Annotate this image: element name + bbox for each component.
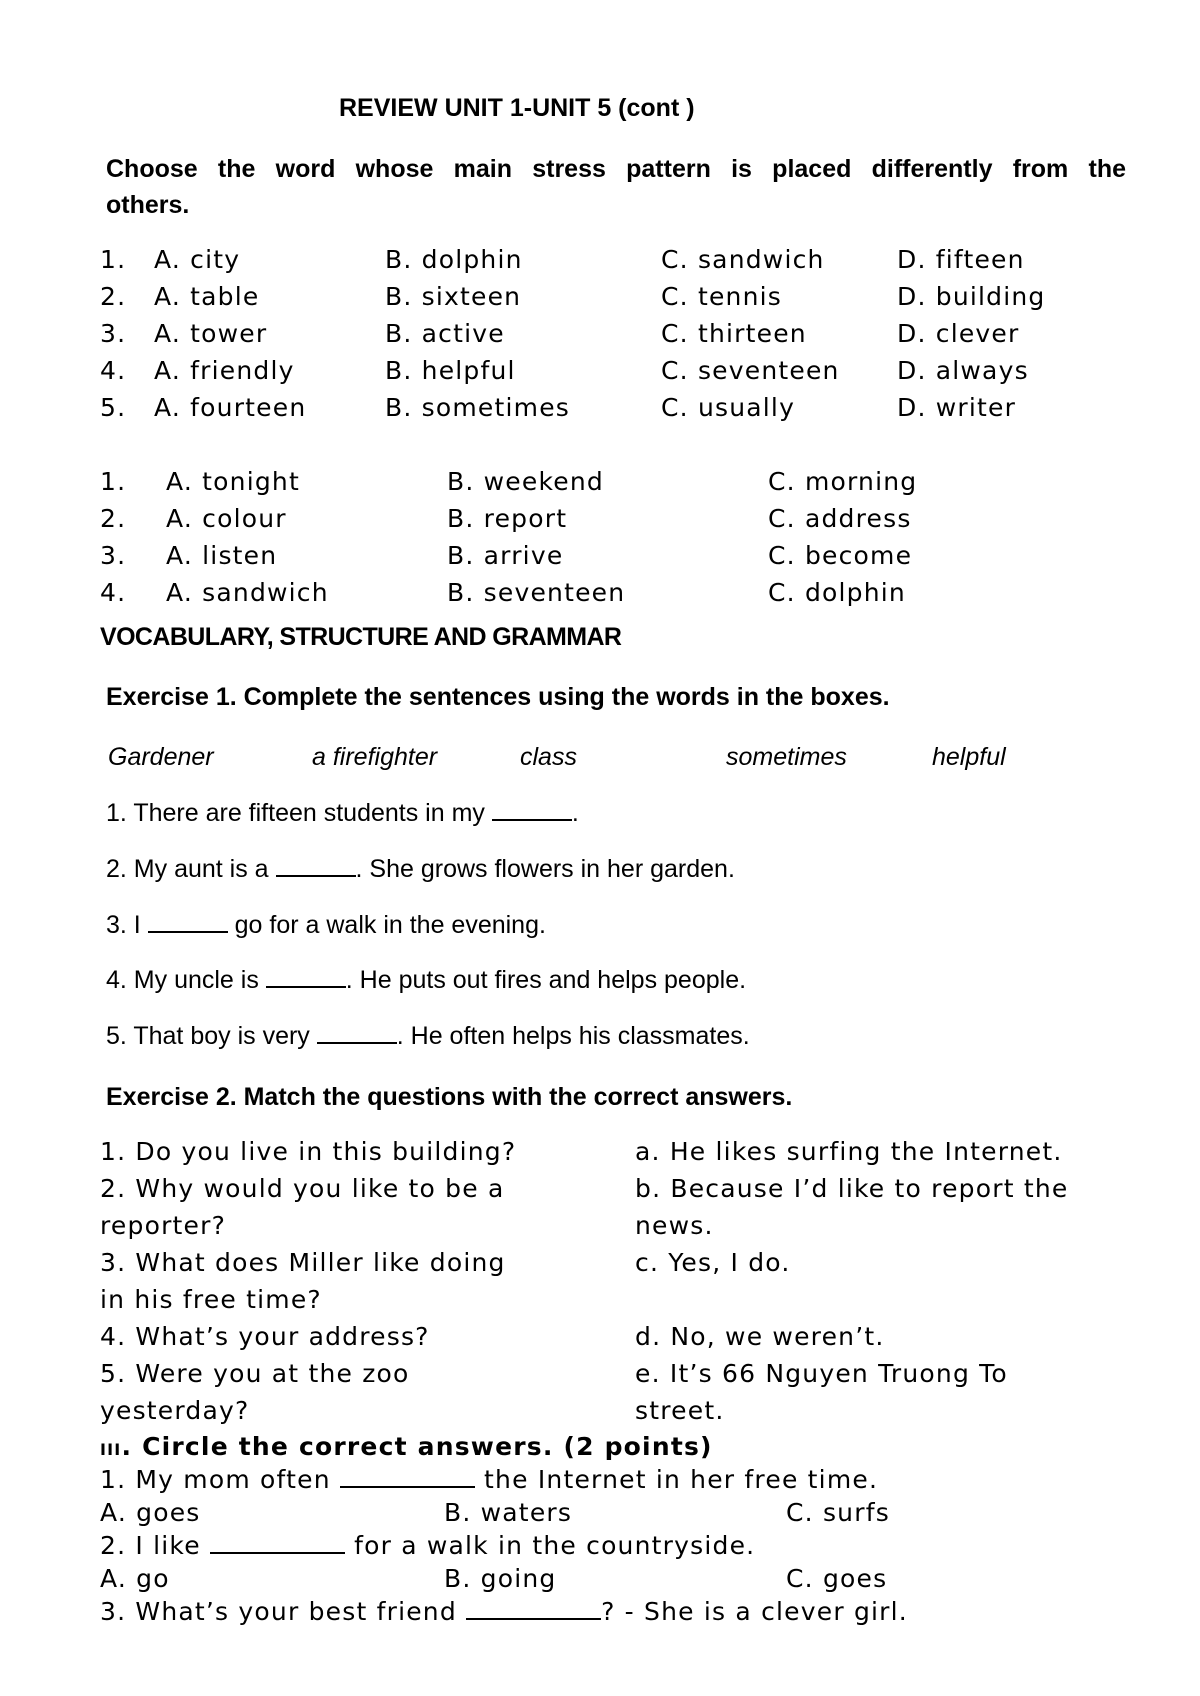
question-number: 3. (100, 541, 127, 570)
option-d[interactable]: D. always (897, 356, 1029, 385)
ex3-question-1: 1. My mom often the Internet in her free time. (100, 1465, 879, 1494)
option-c[interactable]: C. tennis (661, 282, 782, 311)
option-b[interactable]: B. weekend (447, 467, 604, 496)
exercise-1-heading: Exercise 1. Complete the sentences using the words in the boxes. (106, 683, 890, 711)
ex3-question-3: 3. What’s your best friend ? - She is a clever girl. (100, 1597, 908, 1626)
answer-blank[interactable] (317, 1024, 397, 1044)
ex2-question-4: 4. What’s your address? (100, 1322, 430, 1351)
option-b[interactable]: B. active (385, 319, 505, 348)
ex1-sentence-2: 2. My aunt is a . She grows flowers in her garden. (106, 855, 735, 883)
answer-blank[interactable] (492, 801, 572, 821)
option-a[interactable]: A. table (154, 282, 260, 311)
vocab-heading: VOCABULARY, STRUCTURE AND GRAMMAR (100, 623, 622, 651)
ex1-sentence-1: 1. There are fifteen students in my . (106, 799, 579, 827)
answer-blank[interactable] (266, 968, 346, 988)
question-number: 4. (100, 578, 127, 607)
word-box-sometimes: sometimes (726, 743, 847, 771)
option-b[interactable]: B. seventeen (447, 578, 626, 607)
option-c[interactable]: C. seventeen (661, 356, 840, 385)
word-box-firefighter: a firefighter (312, 743, 438, 771)
option-c[interactable]: C. address (768, 504, 912, 533)
option-a[interactable]: A. city (154, 245, 241, 274)
stress-instruction-line2: others. (106, 191, 190, 219)
option-a[interactable]: A. listen (166, 541, 278, 570)
question-number: 4. (100, 356, 127, 385)
ex2-question-5: 5. Were you at the zoo yesterday? (100, 1359, 410, 1425)
question-number: 5. (100, 393, 127, 422)
option-a[interactable]: A. tonight (166, 467, 300, 496)
ex2-answer-a: a. He likes surfing the Internet. (635, 1137, 1063, 1166)
exercise-2-heading: Exercise 2. Match the questions with the correct answers. (106, 1083, 793, 1111)
answer-blank[interactable] (276, 857, 356, 877)
ex3-question-2: 2. I like for a walk in the countryside. (100, 1531, 756, 1560)
word-box-gardener: Gardener (108, 743, 214, 771)
ex2-question-1: 1. Do you live in this building? (100, 1137, 517, 1166)
word-box-class: class (520, 743, 577, 771)
word-box-helpful: helpful (932, 743, 1006, 771)
option-c[interactable]: C. morning (768, 467, 918, 496)
ex3-q2-option-c[interactable]: C. goes (786, 1564, 888, 1593)
option-b[interactable]: B. dolphin (385, 245, 523, 274)
option-c[interactable]: C. sandwich (661, 245, 825, 274)
ex1-sentence-5: 5. That boy is very . He often helps his classmates. (106, 1022, 750, 1050)
ex2-answer-e: e. It’s 66 Nguyen Truong To street. (635, 1359, 1008, 1425)
ex3-q1-option-b[interactable]: B. waters (444, 1498, 573, 1527)
ex3-q2-option-a[interactable]: A. go (100, 1564, 170, 1593)
option-d[interactable]: D. writer (897, 393, 1017, 422)
option-a[interactable]: A. colour (166, 504, 287, 533)
ex2-answer-b: b. Because I’d like to report the news. (635, 1174, 1069, 1240)
option-b[interactable]: B. sometimes (385, 393, 571, 422)
ex2-question-2: 2. Why would you like to be a reporter? (100, 1174, 505, 1240)
option-b[interactable]: B. helpful (385, 356, 516, 385)
option-a[interactable]: A. sandwich (166, 578, 329, 607)
ex3-q1-option-a[interactable]: A. goes (100, 1498, 201, 1527)
ex3-q2-option-b[interactable]: B. going (444, 1564, 557, 1593)
option-c[interactable]: C. dolphin (768, 578, 906, 607)
question-number: 2. (100, 282, 127, 311)
answer-blank[interactable] (340, 1468, 475, 1488)
option-d[interactable]: D. fifteen (897, 245, 1025, 274)
option-c[interactable]: C. thirteen (661, 319, 807, 348)
answer-blank[interactable] (466, 1600, 601, 1620)
question-number: 1. (100, 467, 127, 496)
answer-blank[interactable] (148, 913, 228, 933)
question-number: 1. (100, 245, 127, 274)
option-c[interactable]: C. become (768, 541, 913, 570)
exercise-3-heading: III. Circle the correct answers. (2 points) (100, 1432, 713, 1461)
ex2-answer-c: c. Yes, I do. (635, 1248, 791, 1277)
ex2-answer-d: d. No, we weren’t. (635, 1322, 885, 1351)
option-d[interactable]: D. building (897, 282, 1046, 311)
option-a[interactable]: A. tower (154, 319, 268, 348)
ex3-q1-option-c[interactable]: C. surfs (786, 1498, 890, 1527)
answer-blank[interactable] (210, 1534, 345, 1554)
ex1-sentence-4: 4. My uncle is . He puts out fires and helps people. (106, 966, 747, 994)
question-number: 3. (100, 319, 127, 348)
question-number: 2. (100, 504, 127, 533)
option-b[interactable]: B. arrive (447, 541, 564, 570)
option-a[interactable]: A. friendly (154, 356, 295, 385)
option-a[interactable]: A. fourteen (154, 393, 307, 422)
option-b[interactable]: B. sixteen (385, 282, 522, 311)
page-title: REVIEW UNIT 1-UNIT 5 (cont ) (339, 94, 695, 122)
option-d[interactable]: D. clever (897, 319, 1020, 348)
ex1-sentence-3: 3. I go for a walk in the evening. (106, 911, 546, 939)
stress-instruction-line1: Choose the word whose main stress pattern is placed differently from the (106, 155, 1126, 183)
ex2-question-3: 3. What does Miller like doing in his free time? (100, 1248, 506, 1314)
option-c[interactable]: C. usually (661, 393, 796, 422)
option-b[interactable]: B. report (447, 504, 568, 533)
